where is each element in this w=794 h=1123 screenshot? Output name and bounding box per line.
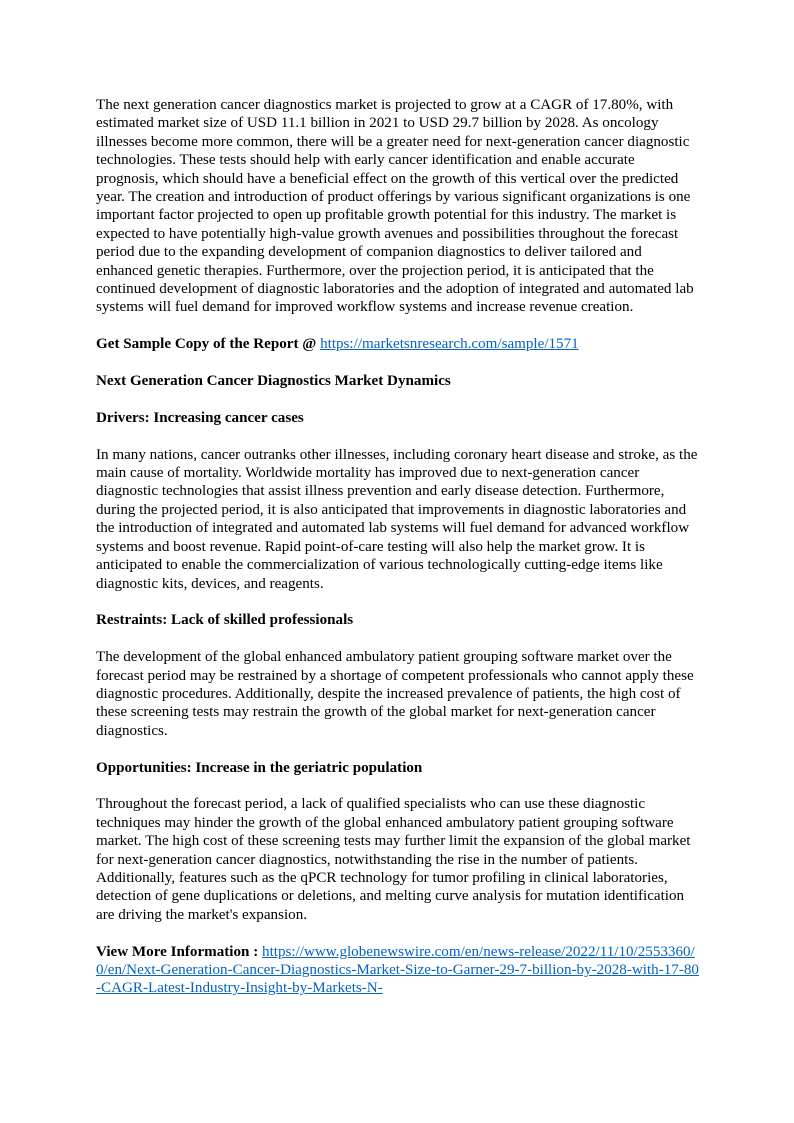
document-page [96, 96, 700, 998]
sample-copy-label: Get Sample Copy of the Report @ [96, 336, 317, 353]
dynamics-heading: Next Generation Cancer Diagnostics Market Dynamics [96, 373, 451, 390]
drivers-paragraph: In many nations, cancer outranks other illnesses, including coronary heart disease and stroke, as the main cause of mortality. Worldwide mortality has improved due to next-generation cancer diagnostic technologies that assist illness prevention and early disease detection. Furthermore, during the projected period, it is also anticipated that improvements in diagnostic laboratories and the introduction of integrated and automated lab systems will fuel demand for advanced workflow systems and boost revenue. Rapid point-of-care testing will also help the market grow. It is anticipated to enable the commercialization of various technologically cutting-edge items like diagnostic kits, devices, and reagents. [96, 446, 698, 592]
opportunities-heading: Opportunities: Increase in the geriatric population [96, 759, 423, 776]
opportunities-paragraph: Throughout the forecast period, a lack of qualified specialists who can use these diagnostic techniques may hinder the growth of the global enhanced ambulatory patient grouping software market. The high cost of these screening tests may further limit the expansion of the global market for next-generation cancer diagnostics, notwithstanding the rise in the number of patients. Additionally, features such as the qPCR technology for tumor profiling in clinical laboratories, detection of gene duplications or deletions, and melting curve analysis for mutation identification are driving the market's expansion. [96, 796, 691, 923]
restraints-heading: Restraints: Lack of skilled professionals [96, 612, 354, 629]
view-more-label: View More Information : [96, 943, 259, 960]
intro-paragraph: The next generation cancer diagnostics market is projected to grow at a CAGR of 17.80%, with estimated market size of USD 11.1 billion in 2021 to USD 29.7 billion by 2028. As oncology illnesses become more common, there will be a greater need for next-generation cancer diagnostic technologies. These tests should help with early cancer identification and enable accurate prognosis, which should have a beneficial effect on the growth of this vertical over the predicted year. The creation and introduction of product offerings by various significant organizations is one important factor projected to open up profitable growth potential for this industry. The market is expected to have potentially high-value growth avenues and possibilities throughout the forecast period due to the expanding development of companion diagnostics to deliver tailored and enhanced genetic therapies. Furthermore, over the projection period, it is anticipated that the continued development of diagnostic laboratories and the adoption of integrated and automated lab systems will fuel demand for improved workflow systems and increase revenue creation. [96, 97, 694, 316]
sample-copy-line [96, 335, 700, 353]
view-more-link[interactable]: https://www.globenewswire.com/en/news-release/2022/11/10/2553360/0/en/Next-Generation-Cancer-Diagnostics-Market-Size-to-Garner-29-7-billion-by-2028-with-17-80-CAGR-Latest-Industry-Insight-by-Markets-N- [96, 943, 699, 997]
drivers-heading: Drivers: Increasing cancer cases [96, 409, 304, 426]
sample-copy-link[interactable]: https://marketsnresearch.com/sample/1571 [320, 336, 579, 353]
view-more-line [96, 943, 700, 998]
restraints-paragraph: The development of the global enhanced ambulatory patient grouping software market over the forecast period may be restrained by a shortage of competent professionals who cannot apply these diagnostic procedures. Additionally, despite the increased prevalence of patients, the high cost of these screening tests may restrain the growth of the global market for next-generation cancer diagnostics. [96, 649, 694, 739]
